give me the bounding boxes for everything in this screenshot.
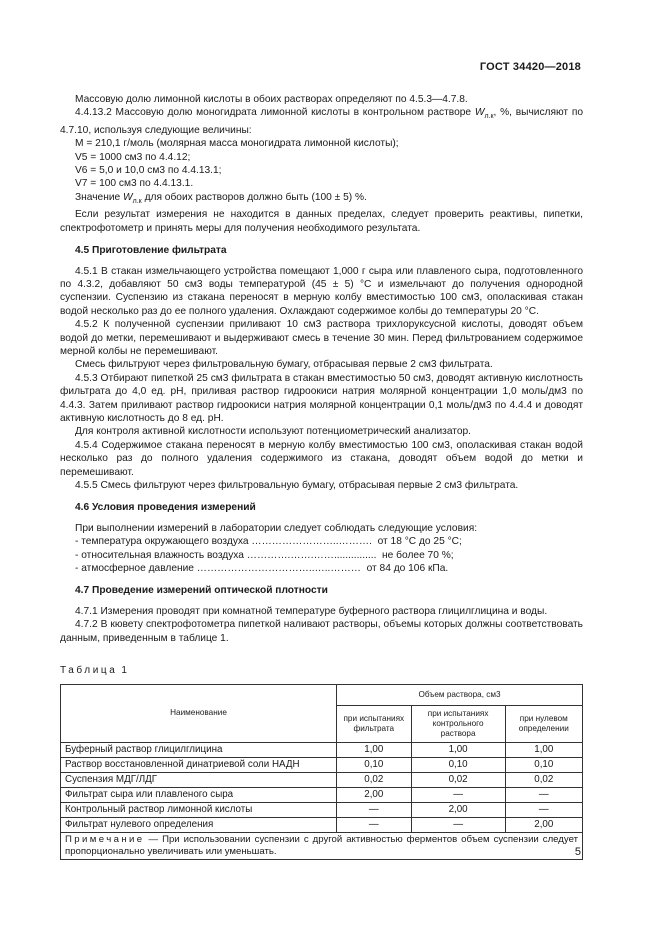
formula-v7: V7 = 100 см3 по 4.4.13.1. (75, 178, 194, 190)
row-value-cell: 0,10 (411, 757, 505, 772)
row-value-cell: — (505, 787, 582, 802)
document-body (60, 93, 583, 860)
paragraph-4-5-4: 4.5.4 Содержимое стакана переносят в мерную колбу вместимостью 100 см3, ополаскивая стакан водой несколько раз до полного удаления содержимого из стакана, доводят объем водой до метки и перемешивают. (60, 439, 583, 478)
symbol-sub: л.к (132, 197, 142, 205)
section-title-4-7: 4.7 Проведение измерений оптической плотности (75, 585, 328, 597)
condition-humidity: - относительная влажность воздуха ………….…….……............... не более 70 %; (75, 549, 454, 561)
text-part: Значение (75, 191, 124, 203)
table-row (61, 742, 583, 757)
column-header-name: Наименование (61, 684, 337, 742)
formula-m: M = 210,1 г/моль (молярная масса моногидрата лимонной кислоты); (75, 138, 399, 150)
row-name-cell: Фильтрат сыра или плавленого сыра (61, 787, 337, 802)
row-value-cell: — (505, 802, 582, 817)
row-value-cell: 0,10 (505, 757, 582, 772)
table-row (61, 757, 583, 772)
paragraph-4-5-1: 4.5.1 В стакан измельчающего устройства помещают 1,000 г сыра или плавленого сыра, подготовленного по 4.3.2, добавляют 50 см3 воды температурой (45 ± 5) °С и измельчают до получения однородной суспензии. Суспензию из стакана переносят в мерную колбу вместимостью 100 см3, ополаскивая стакан водой несколько раз до ее полного удаления. Охлаждают содержимое колбы до температуры 20 °С. (60, 265, 583, 317)
row-name-cell: Суспензия МДГ/ЛДГ (61, 772, 337, 787)
row-value-cell: 1,00 (337, 742, 412, 757)
table-row (61, 787, 583, 802)
row-value-cell: 2,00 (411, 802, 505, 817)
paragraph-4-5-2: 4.5.2 К полученной суспензии приливают 10 см3 раствора трихлоруксусной кислоты, доводят объем водой до метки, перемешивают и выдерживают смесь в течение 30 мин. Перед фильтрованием содержимое мерной колбы не перемешивают. (60, 319, 583, 357)
text-part: , %, вычисляют по 4.7.10, используя следующие величины: (60, 107, 584, 136)
row-value-cell: 2,00 (337, 787, 412, 802)
row-value-cell: 1,00 (411, 742, 505, 757)
paragraph-4-5-5: 4.5.5 Смесь фильтруют через фильтровальную бумагу, отбрасывая первые 2 см3 фильтрата. (75, 480, 519, 492)
note-text: — При использовании суспензии с другой активностью ферментов объем суспензии следует пропорционально увеличивать или уменьшать. (65, 833, 578, 857)
row-value-cell: 1,00 (505, 742, 582, 757)
condition-temperature: - температура окружающего воздуха ……………………..………. от 18 °С до 25 °С; (75, 536, 462, 548)
condition-pressure: - атмосферное давление ……………………………..…..……… от 84 до 106 кПа. (75, 563, 449, 575)
text-part: для обоих растворов должно быть (100 ± 5) %. (141, 191, 367, 203)
paragraph-result: Если результат измерения не находится в данных пределах, следует проверить реактивы, пипетки, спектрофотометр и принять меры для получения необходимого результата. (60, 209, 583, 234)
column-header-control: при испытаниях контрольного раствора (411, 705, 505, 742)
row-value-cell: 0,02 (411, 772, 505, 787)
row-value-cell: 0,10 (337, 757, 412, 772)
symbol-w: W (123, 191, 133, 203)
row-value-cell: 0,02 (505, 772, 582, 787)
paragraph-potentiometer: Для контроля активной кислотности используют потенциометрический анализатор. (75, 426, 471, 438)
row-value-cell: — (411, 787, 505, 802)
table-caption-number: 1 (121, 665, 127, 677)
table-row (61, 772, 583, 787)
section-title-4-5: 4.5 Приготовление фильтрата (75, 245, 227, 257)
paragraph-4-7-2: 4.7.2 В кювету спектрофотометра пипеткой наливают растворы, объемы которых должны соответствовать данным, приведенным в таблице 1. (60, 619, 583, 644)
note-label: Примечание (65, 833, 145, 845)
section-title-4-6: 4.6 Условия проведения измерений (75, 502, 256, 514)
formula-v6: V6 = 5,0 и 10,0 см3 по 4.4.13.1; (75, 165, 222, 177)
table-row (61, 802, 583, 817)
paragraph-conditions-intro: При выполнении измерений в лаборатории следует соблюдать следующие условия: (75, 522, 478, 534)
symbol-w: W (474, 107, 485, 119)
column-header-volume: Объем раствора, см3 (337, 684, 583, 705)
row-value-cell: — (337, 817, 412, 832)
paragraph-4-7-1: 4.7.1 Измерения проводят при комнатной температуре буферного раствора глицилглицина и воды. (75, 605, 548, 617)
table-row (61, 817, 583, 832)
row-name-cell: Буферный раствор глицилглицина (61, 742, 337, 757)
paragraph-citric-acid: Массовую долю лимонной кислоты в обоих растворах определяют по 4.5.3—4.7.8. (75, 94, 468, 105)
text-part: 4.4.13.2 Массовую долю моногидрата лимонной кислоты в контрольном растворе (75, 107, 475, 119)
formula-v5: V5 = 1000 см3 по 4.4.12; (75, 151, 191, 163)
row-name-cell: Контрольный раствор лимонной кислоты (61, 802, 337, 817)
paragraph-4-4-13-2 (60, 106, 583, 137)
page-number: 5 (574, 846, 581, 858)
row-value-cell: — (411, 817, 505, 832)
column-header-filtrate: при испытаниях фильтрата (337, 705, 412, 742)
symbol-sub: л.к (484, 113, 494, 121)
row-value-cell: 2,00 (505, 817, 582, 832)
column-header-zero: при нулевом определении (505, 705, 582, 742)
paragraph-4-5-3: 4.5.3 Отбирают пипеткой 25 см3 фильтрата в стакан вместимостью 50 см3, доводят активную кислотность фильтрата до 4,0 ед. рН, приливая раствор гидроокиси натрия молярной концентрации 1,0 моль/дм3 по 4.4.3. Затем приливают раствор гидроокиси натрия молярной концентрации 0,1 моль/дм3 по 4.4.4 и доводят активную кислотность до 8 ед. рН. (60, 372, 583, 424)
table-caption (60, 664, 583, 677)
row-name-cell: Раствор восстановленной динатриевой соли НАДН (61, 757, 337, 772)
row-value-cell: 0,02 (337, 772, 412, 787)
row-name-cell: Фильтрат нулевого определения (61, 817, 337, 832)
paragraph-value (60, 191, 583, 208)
table-body (61, 742, 583, 832)
table-caption-word: Таблица (60, 665, 118, 677)
paragraph-filter: Смесь фильтруют через фильтровальную бумагу, отбрасывая первые 2 см3 фильтрата. (75, 359, 493, 371)
row-value-cell: — (337, 802, 412, 817)
table-note (61, 832, 583, 859)
volumes-table (60, 684, 583, 860)
standard-header: ГОСТ 34420—2018 (479, 61, 581, 73)
